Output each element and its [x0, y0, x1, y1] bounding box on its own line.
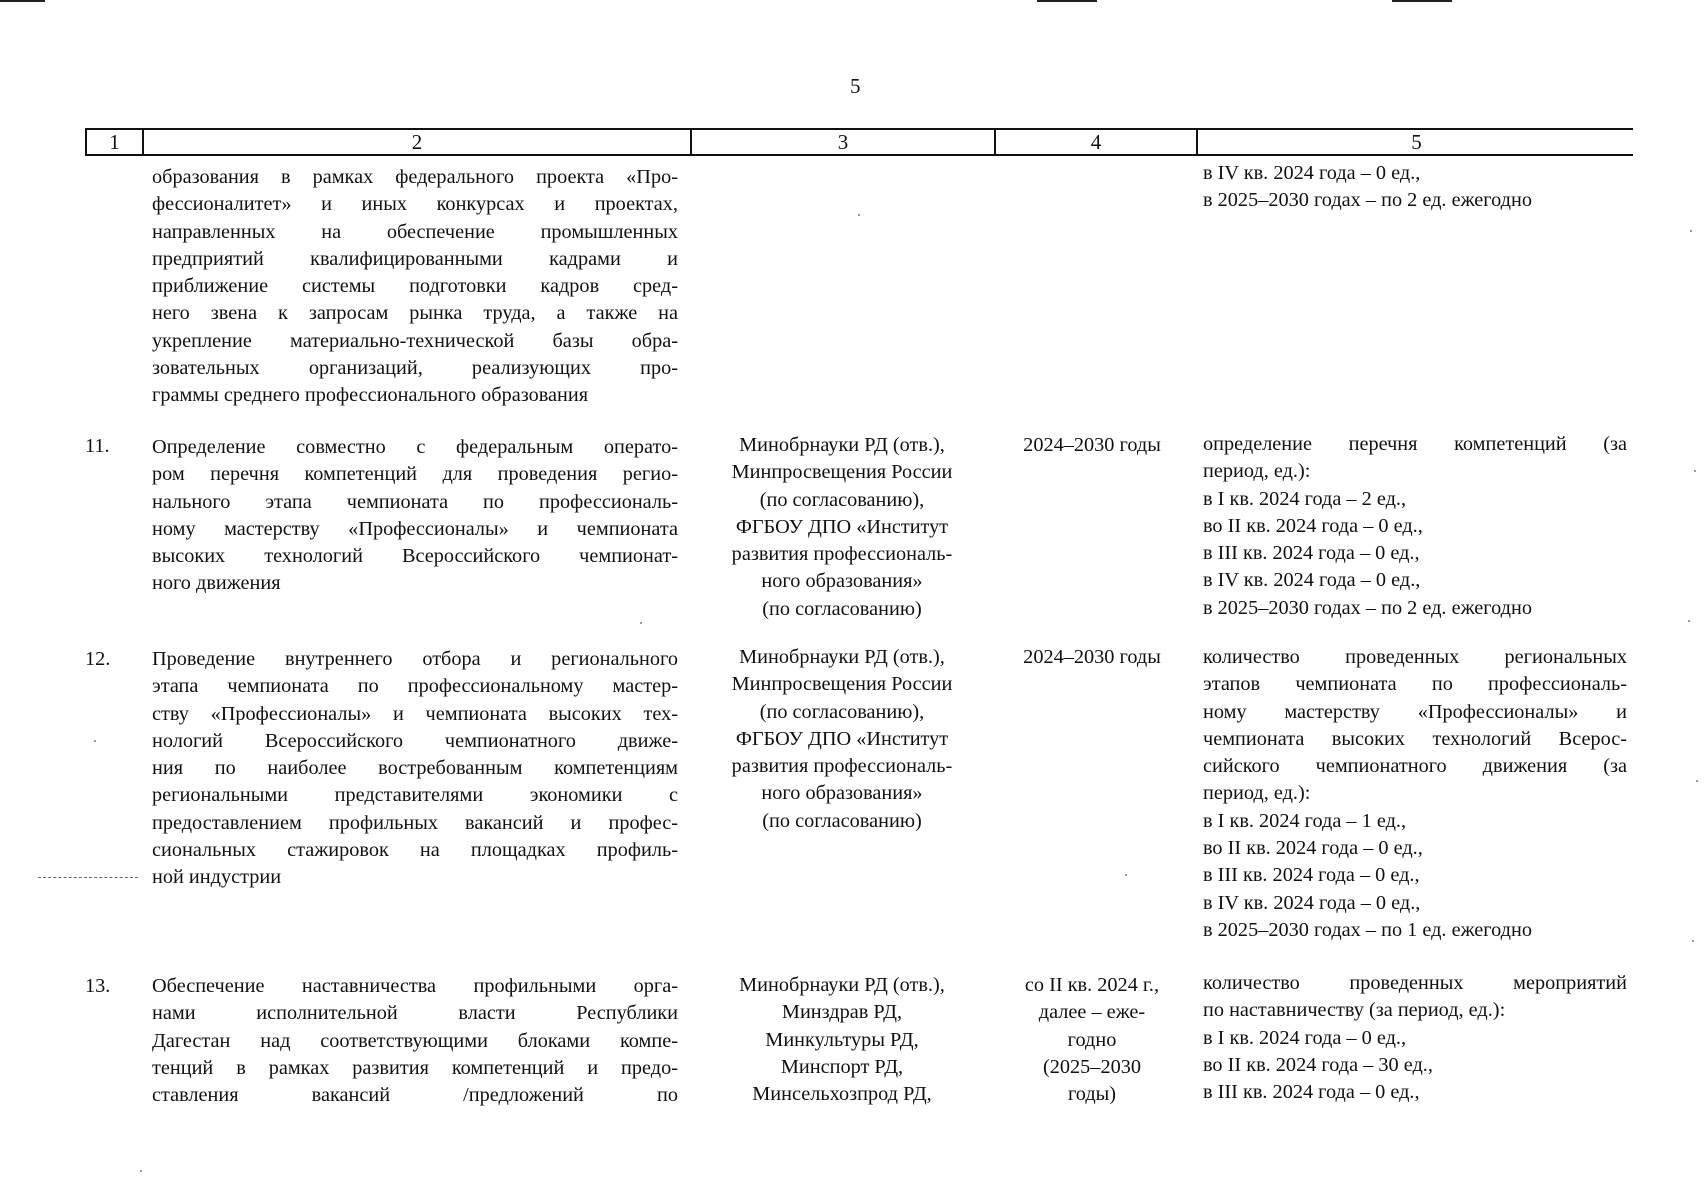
text-line: предоставлением профильных вакансий и профес-	[152, 811, 678, 834]
text-line: сийского чемпионатного движения (за	[1203, 755, 1627, 778]
text-line: Обеспечение наставничества профильными орга-	[152, 975, 678, 997]
text-line: в I кв. 2024 года – 1 ед.,	[1203, 809, 1407, 832]
text-line: региональными представителями экономики с	[152, 784, 678, 807]
text-line: фессионалитет» и иных конкурсах и проектах,	[152, 193, 678, 216]
text-line: Минпросвещения России	[731, 673, 953, 696]
text-line: ного образования»	[761, 782, 923, 805]
scan-edge-mark	[1392, 0, 1452, 2]
text-line: этапов чемпионата по профессиональ-	[1203, 673, 1627, 696]
text-line: ной индустрии	[152, 866, 282, 889]
text-line: далее – еже-	[1038, 1001, 1146, 1024]
text-line: ного образования»	[761, 570, 923, 593]
scan-speck	[1690, 230, 1692, 232]
scan-speck	[140, 1170, 142, 1172]
text-line: (по согласованию),	[759, 700, 925, 723]
row-indicator	[1203, 431, 1627, 622]
text-line: сиональных стажировок на площадках профиль-	[152, 839, 678, 862]
header-col-3: 3	[690, 130, 994, 154]
text-line: ству «Профессионалы» и чемпионата высоких тех-	[152, 702, 678, 725]
header-col-4: 4	[994, 130, 1196, 154]
row-number: 13.	[85, 975, 111, 997]
text-line: 2024–2030 годы	[1023, 646, 1161, 668]
row-executors	[692, 432, 992, 623]
text-line: количество проведенных мероприятий	[1203, 972, 1627, 994]
scan-speck	[94, 740, 96, 742]
text-line: Минобрнауки РД (отв.),	[739, 646, 945, 668]
scan-speck	[1696, 780, 1698, 782]
text-line: него звена к запросам рынка труда, а также на	[152, 302, 678, 325]
text-line: Минспорт РД,	[780, 1055, 904, 1078]
text-line: во II кв. 2024 года – 0 ед.,	[1203, 837, 1423, 860]
text-line: в IV кв. 2024 года – 0 ед.,	[1203, 162, 1421, 184]
text-line: ному мастерству «Профессионалы» и	[1203, 700, 1627, 723]
text-line: в I кв. 2024 года – 2 ед.,	[1203, 487, 1407, 510]
text-line: (по согласованию),	[759, 488, 925, 511]
text-line: (по согласованию)	[762, 597, 922, 620]
row-description	[152, 646, 678, 892]
text-line: Определение совместно с федеральным операто-	[152, 436, 678, 458]
text-line: (по согласованию)	[762, 809, 922, 832]
text-line: 2024–2030 годы	[1023, 434, 1161, 456]
text-line: в III кв. 2024 года – 0 ед.,	[1203, 542, 1420, 565]
text-line: тенций в рамках развития компетенций и предо-	[152, 1056, 678, 1079]
header-col-5: 5	[1196, 130, 1635, 154]
row-indicator	[1203, 970, 1627, 1106]
text-line: в 2025–2030 годах – по 1 ед. ежегодно	[1203, 918, 1532, 941]
text-line: в IV кв. 2024 года – 0 ед.,	[1203, 569, 1421, 592]
text-line: в III кв. 2024 года – 0 ед.,	[1203, 864, 1420, 887]
text-line: Минкультуры РД,	[765, 1028, 919, 1051]
text-line: Минобрнауки РД (отв.),	[739, 434, 945, 456]
text-line: зовательных организаций, реализующих про-	[152, 357, 678, 380]
scan-speck	[858, 214, 860, 216]
row-executors	[692, 972, 992, 1108]
text-line: (2025–2030	[1042, 1055, 1142, 1078]
text-line: в 2025–2030 годах – по 2 ед. ежегодно	[1203, 596, 1532, 619]
row-indicator	[1203, 644, 1627, 944]
row-period	[994, 644, 1190, 671]
text-line: граммы среднего профессионального образования	[152, 384, 589, 407]
scan-dash-artifact	[38, 877, 138, 878]
scan-edge-mark	[1037, 0, 1097, 2]
continuation-indicator	[1203, 160, 1627, 215]
text-line: ром перечня компетенций для проведения регио-	[152, 463, 678, 486]
text-line: годы)	[1067, 1083, 1117, 1106]
text-line: Дагестан над соответствующими блоками компе-	[152, 1029, 678, 1052]
text-line: по наставничеству (за период, ед.):	[1203, 999, 1506, 1022]
text-line: нального этапа чемпионата по профессиональ-	[152, 490, 678, 513]
text-line: нами исполнительной власти Республики	[152, 1002, 678, 1025]
scan-speck	[1692, 940, 1694, 942]
header-col-2: 2	[142, 130, 690, 154]
text-line: предприятий квалифицированными кадрами и	[152, 247, 678, 270]
text-line: направленных на обеспечение промышленных	[152, 220, 678, 243]
text-line: период, ед.):	[1203, 782, 1311, 805]
header-col-1: 1	[85, 130, 142, 154]
page-number: 5	[850, 74, 861, 98]
text-line: высоких технологий Всероссийского чемпионат-	[152, 545, 678, 568]
row-period	[994, 432, 1190, 459]
row-executors	[692, 644, 992, 835]
text-line: со II кв. 2024 г.,	[1024, 974, 1160, 996]
table-header-row	[85, 128, 1633, 156]
text-line: образования в рамках федерального проекта «Про-	[152, 166, 678, 188]
text-line: во II кв. 2024 года – 0 ед.,	[1203, 514, 1423, 537]
text-line: количество проведенных региональных	[1203, 646, 1627, 668]
scan-speck	[1125, 874, 1127, 876]
text-line: приближение системы подготовки кадров сред-	[152, 275, 678, 298]
text-line: в 2025–2030 годах – по 2 ед. ежегодно	[1203, 189, 1532, 212]
text-line: ного движения	[152, 572, 281, 595]
text-line: Минпросвещения России	[731, 461, 953, 484]
text-line: в III кв. 2024 года – 0 ед.,	[1203, 1081, 1420, 1104]
text-line: ния по наиболее востребованным компетенциям	[152, 757, 678, 780]
row-number: 12.	[85, 648, 111, 670]
text-line: Минобрнауки РД (отв.),	[739, 974, 945, 996]
text-line: Проведение внутреннего отбора и регионального	[152, 648, 678, 670]
text-line: укрепление материально-технической базы обра-	[152, 329, 678, 352]
text-line: ставления вакансий /предложений по	[152, 1084, 678, 1107]
text-line: во II кв. 2024 года – 30 ед.,	[1203, 1053, 1433, 1076]
text-line: в I кв. 2024 года – 0 ед.,	[1203, 1026, 1407, 1049]
row-number: 11.	[85, 435, 110, 457]
row-period	[994, 972, 1190, 1108]
text-line: в IV кв. 2024 года – 0 ед.,	[1203, 891, 1421, 914]
text-line: этапа чемпионата по профессиональному мастер-	[152, 675, 678, 698]
scan-speck	[1694, 470, 1696, 472]
scan-edge-mark	[0, 0, 45, 2]
text-line: ФГБОУ ДПО «Институт	[735, 515, 949, 538]
text-line: Минздрав РД,	[781, 1001, 903, 1024]
continuation-description	[152, 164, 678, 410]
text-line: развития профессиональ-	[731, 755, 953, 778]
text-line: годно	[1067, 1028, 1117, 1051]
text-line: ФГБОУ ДПО «Институт	[735, 727, 949, 750]
scan-speck	[640, 622, 642, 624]
text-line: ному мастерству «Профессионалы» и чемпионата	[152, 517, 678, 540]
row-description	[152, 434, 678, 598]
scan-speck	[1688, 620, 1690, 622]
text-line: чемпионата высоких технологий Всерос-	[1203, 727, 1627, 750]
text-line: развития профессиональ-	[731, 543, 953, 566]
text-line: нологий Всероссийского чемпионатного движе-	[152, 729, 678, 752]
text-line: Минсельхозпрод РД,	[752, 1083, 932, 1106]
row-description	[152, 973, 678, 1109]
text-line: период, ед.):	[1203, 460, 1311, 483]
text-line: определение перечня компетенций (за	[1203, 433, 1627, 455]
